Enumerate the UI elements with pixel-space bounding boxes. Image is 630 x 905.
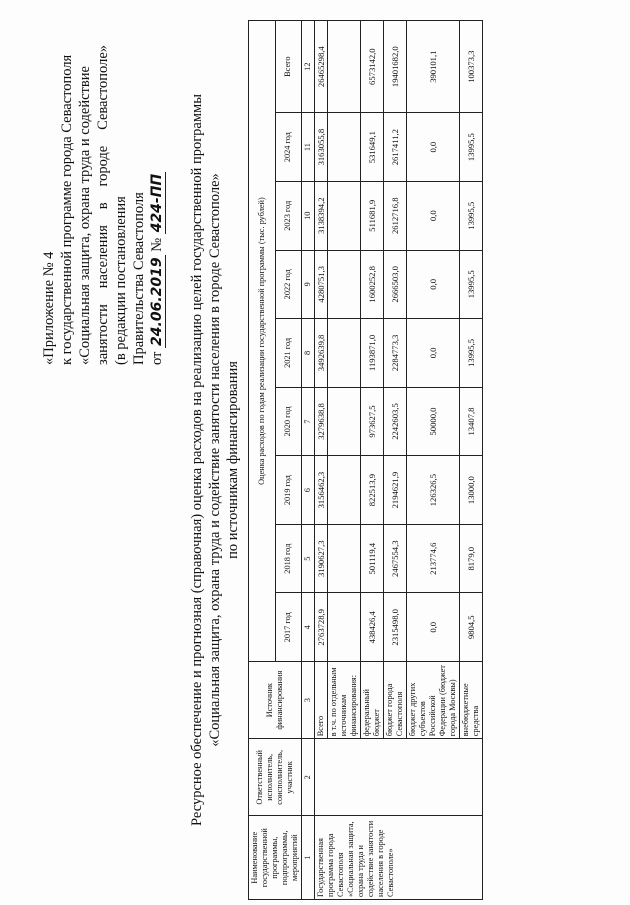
- value-cell: 3138394,2: [315, 181, 328, 250]
- value-cell: 390101,1: [407, 21, 460, 113]
- value-cell: 126326,5: [407, 456, 460, 525]
- executor-cell: [315, 739, 483, 816]
- value-cell: 2194621,9: [384, 456, 407, 525]
- column-number-row: [302, 21, 315, 900]
- value-cell: [328, 250, 361, 319]
- appendix-date-line: [148, 45, 166, 365]
- value-cell: 501119,4: [361, 524, 384, 593]
- value-cell: 2284773,3: [384, 319, 407, 388]
- appendix-line-2: «Социальная защита, охрана труда и содействие: [77, 66, 93, 365]
- value-cell: 3492639,8: [315, 319, 328, 388]
- column-number-cell: 10: [302, 181, 315, 250]
- value-cell: 2666503,0: [384, 250, 407, 319]
- value-cell: 0,0: [407, 250, 460, 319]
- value-cell: 973627,5: [361, 387, 384, 456]
- value-cell: 13407,8: [460, 387, 483, 456]
- value-cell: 50000,0: [407, 387, 460, 456]
- source-cell: бюджет города Севастополя: [384, 662, 407, 739]
- column-number-cell: 12: [302, 21, 315, 113]
- value-cell: 13000,0: [460, 456, 483, 525]
- appendix-block: [40, 45, 166, 365]
- number-sign: №: [149, 237, 165, 252]
- source-cell: бюджет других субъектов Российской Федерации (бюджет города Москвы): [407, 662, 460, 739]
- value-cell: 511681,9: [361, 181, 384, 250]
- value-cell: 2467554,3: [384, 524, 407, 593]
- value-cell: [328, 387, 361, 456]
- header-year-cell: 2017 год: [275, 593, 302, 662]
- header-source: Источник финансирования: [249, 662, 302, 739]
- value-cell: 0,0: [407, 181, 460, 250]
- value-cell: 9804,5: [460, 593, 483, 662]
- value-cell: 0,0: [407, 593, 460, 662]
- value-cell: 3163055,8: [315, 113, 328, 182]
- appendix-line-3: [94, 45, 112, 365]
- column-number-cell: 3: [302, 662, 315, 739]
- value-cell: [328, 181, 361, 250]
- column-number-cell: 8: [302, 319, 315, 388]
- value-cell: 6573142,0: [361, 21, 384, 113]
- value-cell: 1600252,8: [361, 250, 384, 319]
- column-number-cell: 4: [302, 593, 315, 662]
- header-year-cell: 2022 год: [275, 250, 302, 319]
- column-number-cell: 6: [302, 456, 315, 525]
- appendix-line-5: Правительства Севастополя: [131, 192, 147, 365]
- date-prefix: от: [149, 351, 165, 365]
- value-cell: 0,0: [407, 113, 460, 182]
- value-cell: 4280751,3: [315, 250, 328, 319]
- column-number-cell: 2: [302, 739, 315, 816]
- appendix-line-3-word: населения: [95, 225, 111, 289]
- value-cell: 26465298,4: [315, 21, 328, 113]
- value-cell: 13995,5: [460, 319, 483, 388]
- column-number-cell: 1: [302, 816, 315, 900]
- column-number-cell: 7: [302, 387, 315, 456]
- header-year-cell: 2021 год: [275, 319, 302, 388]
- header-row-1: [249, 21, 276, 900]
- column-number-cell: 9: [302, 250, 315, 319]
- value-cell: 2763728,9: [315, 593, 328, 662]
- value-cell: 213774,6: [407, 524, 460, 593]
- value-cell: 8179,0: [460, 524, 483, 593]
- financing-table: [248, 20, 483, 900]
- appendix-line-1: к государственной программе города Севастополя: [59, 54, 75, 365]
- value-cell: [328, 113, 361, 182]
- source-cell: в т.ч. по отдельным источникам финансирования:: [328, 662, 361, 739]
- value-cell: 13995,5: [460, 250, 483, 319]
- appendix-title: «Приложение № 4: [41, 251, 57, 365]
- value-cell: 3156462,3: [315, 456, 328, 525]
- appendix-line-3-word: занятости: [95, 304, 111, 365]
- value-cell: 2617411,2: [384, 113, 407, 182]
- value-cell: 531649,1: [361, 113, 384, 182]
- heading-line-1: Ресурсное обеспечение и прогнозная (справочная) оценка расходов на реализацию целей государственной программы: [189, 94, 205, 826]
- header-year-cell: 2019 год: [275, 456, 302, 525]
- appendix-line-3-word: Севастополе»: [95, 44, 111, 130]
- header-year-cell: 2024 год: [275, 113, 302, 182]
- heading-line-3: по источникам финансирования: [225, 361, 241, 559]
- table-body: [315, 21, 483, 900]
- value-cell: 3279638,8: [315, 387, 328, 456]
- value-cell: 2612716,8: [384, 181, 407, 250]
- value-cell: 13995,5: [460, 113, 483, 182]
- header-year-cell: 2020 год: [275, 387, 302, 456]
- handwritten-date: 24.06.2019: [149, 257, 165, 346]
- source-cell: Всего: [315, 662, 328, 739]
- header-expense-group: Оценка расходов по годам реализации государственной программы (тыс. рублей): [249, 21, 276, 662]
- source-cell: федеральный бюджет: [361, 662, 384, 739]
- value-cell: 13995,5: [460, 181, 483, 250]
- program-name-cell: Государственная программа города Севастополя «Социальная защита, охрана труда и содействие занятости населения в городе Севастополе»: [315, 816, 483, 900]
- value-cell: [328, 593, 361, 662]
- value-cell: 1193871,0: [361, 319, 384, 388]
- value-cell: 822513,9: [361, 456, 384, 525]
- value-cell: [328, 456, 361, 525]
- appendix-line-3-word: в: [95, 202, 111, 210]
- handwritten-number: 424-ПП: [149, 173, 165, 233]
- source-cell: внебюджетные средства: [460, 662, 483, 739]
- value-cell: [328, 21, 361, 113]
- value-cell: 0,0: [407, 319, 460, 388]
- value-cell: 100373,3: [460, 21, 483, 113]
- header-executor: Ответственный исполнитель, соисполнитель, участник: [249, 739, 302, 816]
- appendix-line-3-word: городе: [95, 145, 111, 187]
- appendix-line-4: (в редакции постановления: [113, 196, 129, 365]
- header-year-cell: 2018 год: [275, 524, 302, 593]
- value-cell: 2242603,5: [384, 387, 407, 456]
- value-cell: 3190627,3: [315, 524, 328, 593]
- value-cell: 19401682,0: [384, 21, 407, 113]
- column-number-cell: 5: [302, 524, 315, 593]
- value-cell: 2315498,0: [384, 593, 407, 662]
- rotated-document: [40, 20, 600, 900]
- heading-line-2: «Социальная защита, охрана труда и содействие занятости населения в городе Севастополе»: [207, 173, 223, 747]
- table-row: [315, 21, 328, 900]
- value-cell: [328, 524, 361, 593]
- document-heading: [188, 20, 242, 900]
- header-program-name: Наименование государственной программы, подпрограммы, мероприятий: [249, 816, 302, 900]
- header-year-cell: Всего: [275, 21, 302, 113]
- value-cell: 438426,4: [361, 593, 384, 662]
- value-cell: [328, 319, 361, 388]
- header-year-cell: 2023 год: [275, 181, 302, 250]
- column-number-cell: 11: [302, 113, 315, 182]
